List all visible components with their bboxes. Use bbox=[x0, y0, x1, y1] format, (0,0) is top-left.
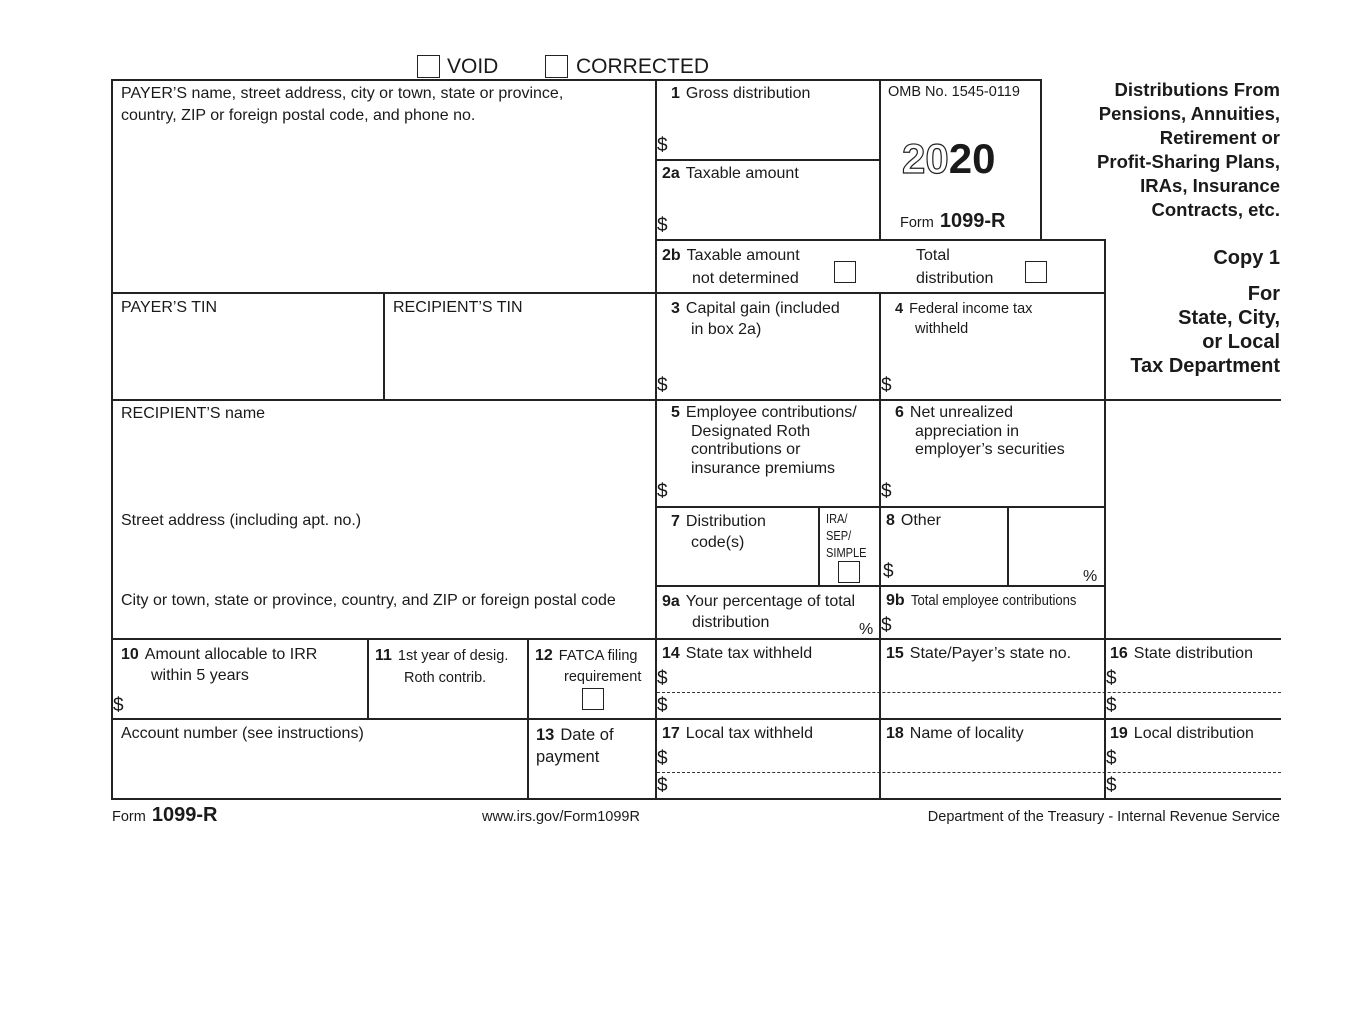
box8-percent: % bbox=[1083, 568, 1098, 585]
box8-label: 8 Other bbox=[886, 512, 941, 529]
copy-for: For State, City, or Local Tax Department bbox=[1130, 283, 1280, 377]
line-copy-left bbox=[1104, 239, 1106, 639]
title-line-1: Distributions From bbox=[1114, 79, 1280, 100]
footer-url[interactable]: www.irs.gov/Form1099R bbox=[482, 809, 640, 825]
box9b-label: 9b Total employee contributions bbox=[886, 592, 1077, 609]
box17-label: 17 Local tax withheld bbox=[662, 725, 813, 742]
title-line-3: Retirement or bbox=[1159, 127, 1280, 148]
title-line-4: Profit-Sharing Plans, bbox=[1097, 151, 1280, 172]
box14-label: 14 State tax withheld bbox=[662, 645, 813, 662]
line-omb-left bbox=[879, 79, 881, 239]
box18-label: 18 Name of locality bbox=[886, 725, 1024, 742]
fatca-checkbox[interactable] bbox=[582, 688, 604, 710]
box5-dollar: $ bbox=[657, 481, 668, 502]
box3-label: 3 Capital gain (included in box 2a) bbox=[671, 300, 840, 338]
box19-dollar-2: $ bbox=[1106, 775, 1117, 796]
street-address-label: Street address (including apt. no.) bbox=[121, 512, 362, 529]
tax-year-outline: 20 bbox=[902, 135, 949, 182]
tax-year bbox=[902, 136, 995, 182]
title-line-6: Contracts, etc. bbox=[1151, 199, 1280, 220]
box16-label: 16 State distribution bbox=[1110, 645, 1253, 662]
total-distribution-checkbox[interactable] bbox=[1025, 261, 1047, 283]
line-omb-right bbox=[1040, 79, 1042, 239]
box17-dollar-1: $ bbox=[657, 748, 668, 769]
copy-label: Copy 1 bbox=[1213, 247, 1280, 269]
box6-label: 6 Net unrealized appreciation in employer’s securities bbox=[895, 404, 1065, 458]
recipient-name-label: RECIPIENT’S name bbox=[121, 405, 266, 422]
box12-label: 12 FATCA filing requirement bbox=[535, 647, 642, 685]
corrected-checkbox[interactable] bbox=[545, 55, 568, 78]
box10-dollar: $ bbox=[113, 695, 124, 716]
line-7-ira bbox=[818, 506, 820, 586]
box2b-label: 2b Taxable amount not determined bbox=[662, 247, 800, 287]
footer-form-id: Form 1099-R bbox=[112, 804, 218, 826]
box17-dollar-2: $ bbox=[657, 775, 668, 796]
box9a-label: 9a Your percentage of total distribution bbox=[662, 593, 856, 631]
box14-dollar-1: $ bbox=[657, 668, 668, 689]
title-line-5: IRAs, Insurance bbox=[1140, 175, 1280, 196]
box13-label: 13 Date of payment bbox=[536, 726, 614, 766]
payer-tin-label: PAYER’S TIN bbox=[121, 299, 218, 316]
recipient-tin-label: RECIPIENT’S TIN bbox=[393, 299, 523, 316]
box6-dollar: $ bbox=[881, 481, 892, 502]
title-line-2: Pensions, Annuities, bbox=[1098, 103, 1280, 124]
payer-name-label-2: country, ZIP or foreign postal code, and phone no. bbox=[121, 107, 476, 124]
box7-label: 7 Distribution code(s) bbox=[671, 513, 766, 551]
box8-dollar: $ bbox=[883, 561, 894, 582]
box9a-percent: % bbox=[859, 621, 874, 638]
box10-label: 10 Amount allocable to IRR within 5 years bbox=[121, 646, 318, 684]
box2b-checkbox[interactable] bbox=[834, 261, 856, 283]
box16-dollar-1: $ bbox=[1106, 668, 1117, 689]
box1-dollar: $ bbox=[657, 135, 668, 156]
form-id-top: Form 1099-R bbox=[900, 210, 1006, 232]
ira-sep-simple-label: IRA/ SEP/ SIMPLE bbox=[826, 511, 867, 560]
box1-label: 1 Gross distribution bbox=[671, 85, 811, 102]
box3-dollar: $ bbox=[657, 375, 668, 396]
box11-label: 11 1st year of desig. Roth contrib. bbox=[375, 647, 509, 686]
box2a-dollar: $ bbox=[657, 215, 668, 236]
tax-year-bold: 20 bbox=[948, 135, 996, 182]
form-title bbox=[1097, 78, 1280, 222]
box5-label: 5 Employee contributions/ Designated Roth contributions or insurance premiums bbox=[671, 404, 857, 477]
box15-label: 15 State/Payer’s state no. bbox=[886, 645, 1072, 662]
ira-sep-simple-checkbox[interactable] bbox=[838, 561, 860, 583]
box2a-label: 2a Taxable amount bbox=[662, 165, 799, 182]
box16-dollar-2: $ bbox=[1106, 695, 1117, 716]
corrected-label: CORRECTED bbox=[576, 55, 710, 78]
payer-name-label-1: PAYER’S name, street address, city or town, state or province, bbox=[121, 85, 564, 102]
box19-label: 19 Local distribution bbox=[1110, 725, 1254, 742]
box4-dollar: $ bbox=[881, 375, 892, 396]
total-distribution-label: Total distribution bbox=[916, 247, 994, 287]
box14-dollar-2: $ bbox=[657, 695, 668, 716]
footer-department: Department of the Treasury - Internal Revenue Service bbox=[927, 809, 1280, 825]
omb-number: OMB No. 1545-0119 bbox=[888, 84, 1020, 100]
void-label: VOID bbox=[447, 55, 499, 78]
void-checkbox[interactable] bbox=[417, 55, 440, 78]
account-number-label: Account number (see instructions) bbox=[121, 725, 364, 742]
box4-label: 4 Federal income tax withheld bbox=[895, 301, 1033, 337]
city-label: City or town, state or province, country, and ZIP or foreign postal code bbox=[121, 592, 616, 609]
box19-dollar-1: $ bbox=[1106, 748, 1117, 769]
line-row2-top bbox=[655, 239, 1105, 241]
box9b-dollar: $ bbox=[881, 615, 892, 636]
